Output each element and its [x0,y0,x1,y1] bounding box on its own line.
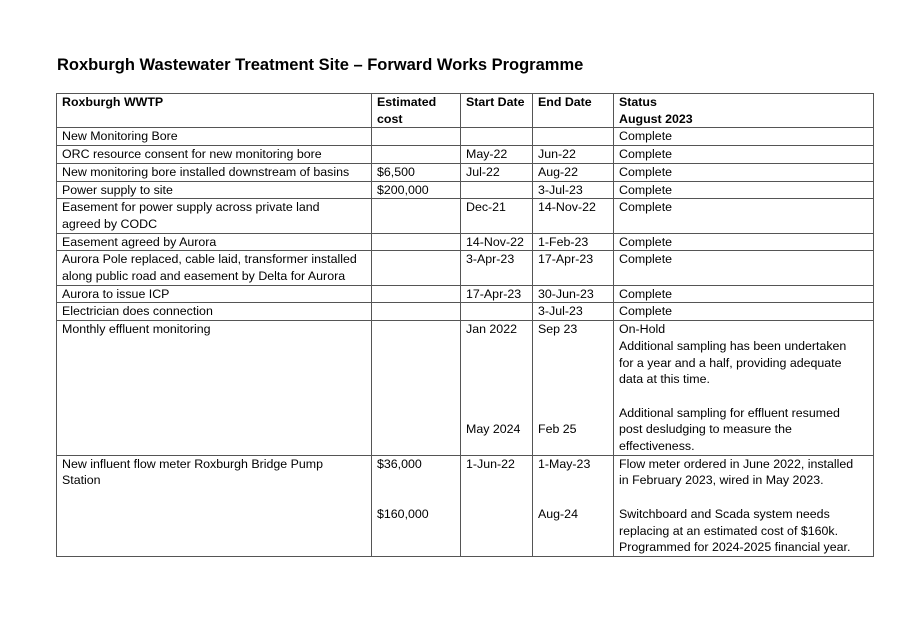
cell-status: Complete [614,181,874,199]
table-header-row [57,94,874,128]
cell-start: Dec-21 [461,199,533,233]
cell-status: Complete [614,146,874,164]
cell-end: Aug-22 [533,163,614,181]
table-row [57,455,874,556]
cell-status: On-Hold Additional sampling has been undertaken for a year and a half, providing adequate data at this time. Additional sampling for effluent resumed post desludging to measure the effectiveness. [614,321,874,456]
cell-end: 3-Jul-23 [533,181,614,199]
cell-cost [372,233,461,251]
cell-cost [372,128,461,146]
header-item: Roxburgh WWTP [57,94,372,128]
cell-status: Flow meter ordered in June 2022, installed in February 2023, wired in May 2023. Switchboard and Scada system needs replacing at an estimated cost of $160k. Programmed for 2024-2025 financial year. [614,455,874,556]
cell-cost: $36,000 $160,000 [372,455,461,556]
page-title: Roxburgh Wastewater Treatment Site – Forward Works Programme [57,56,584,74]
cell-cost: $200,000 [372,181,461,199]
cell-start: Jul-22 [461,163,533,181]
cell-start: May-22 [461,146,533,164]
cell-end: 1-May-23 Aug-24 [533,455,614,556]
cell-item: New Monitoring Bore [57,128,372,146]
header-start-date: Start Date [461,94,533,128]
forward-works-table [56,93,874,557]
cell-end: Sep 23 Feb 25 [533,321,614,456]
cell-item: New influent flow meter Roxburgh Bridge Pump Station [57,455,372,556]
header-end-date: End Date [533,94,614,128]
cell-cost [372,303,461,321]
cell-item: ORC resource consent for new monitoring bore [57,146,372,164]
cell-item: Power supply to site [57,181,372,199]
table-row [57,181,874,199]
cell-start [461,128,533,146]
cell-item: Electrician does connection [57,303,372,321]
cell-status: Complete [614,128,874,146]
cell-item: Aurora to issue ICP [57,285,372,303]
cell-cost [372,199,461,233]
cell-start: 14-Nov-22 [461,233,533,251]
cell-status: Complete [614,163,874,181]
table-row [57,321,874,456]
cell-start [461,181,533,199]
header-estimated-cost: Estimated cost [372,94,461,128]
cell-start: 3-Apr-23 [461,251,533,285]
header-status: Status August 2023 [614,94,874,128]
table-row [57,128,874,146]
cell-status: Complete [614,199,874,233]
cell-end: 30-Jun-23 [533,285,614,303]
cell-start: 17-Apr-23 [461,285,533,303]
cell-end: 1-Feb-23 [533,233,614,251]
cell-status: Complete [614,303,874,321]
cell-start [461,303,533,321]
cell-end: 17-Apr-23 [533,251,614,285]
cell-item: Monthly effluent monitoring [57,321,372,456]
table-row [57,233,874,251]
cell-status: Complete [614,285,874,303]
table-row [57,251,874,285]
table-row [57,285,874,303]
cell-status: Complete [614,251,874,285]
cell-cost [372,321,461,456]
cell-cost [372,285,461,303]
cell-end: 14-Nov-22 [533,199,614,233]
cell-item: Easement for power supply across private land agreed by CODC [57,199,372,233]
cell-start: Jan 2022 May 2024 [461,321,533,456]
cell-end [533,128,614,146]
cell-item: Aurora Pole replaced, cable laid, transformer installed along public road and easement by Delta for Aurora [57,251,372,285]
cell-item: Easement agreed by Aurora [57,233,372,251]
table-row [57,303,874,321]
table-row [57,146,874,164]
cell-cost: $6,500 [372,163,461,181]
cell-status: Complete [614,233,874,251]
cell-cost [372,251,461,285]
cell-start: 1-Jun-22 [461,455,533,556]
cell-end: Jun-22 [533,146,614,164]
table-row [57,199,874,233]
table-row [57,163,874,181]
cell-cost [372,146,461,164]
cell-item: New monitoring bore installed downstream of basins [57,163,372,181]
cell-end: 3-Jul-23 [533,303,614,321]
